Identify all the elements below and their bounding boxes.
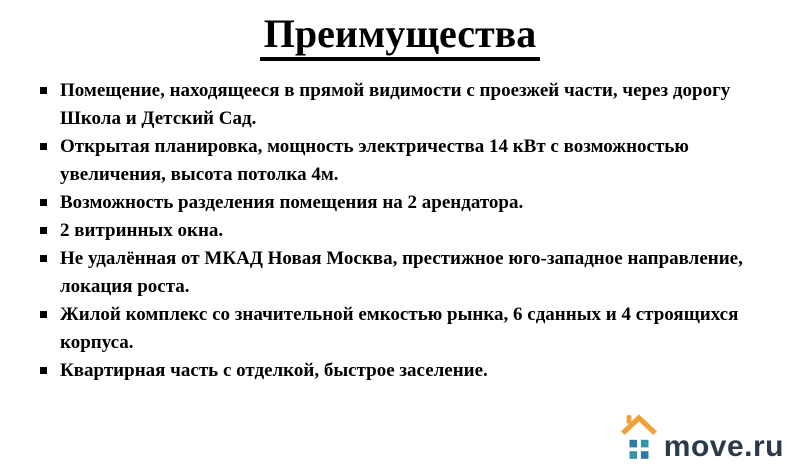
bullet-square-icon <box>40 199 47 206</box>
list-item-text: 2 витринных окна. <box>60 220 224 241</box>
list-item <box>40 133 770 189</box>
slide <box>0 12 800 467</box>
window-square-tr <box>641 440 649 448</box>
page-title <box>0 12 800 61</box>
list-item <box>40 217 770 245</box>
bullet-square-icon <box>40 311 47 318</box>
bullet-square-icon <box>40 143 47 150</box>
list-item-text: Открытая планировка, мощность электричества 14 кВт с возможностью увеличения, высота потолка 4м. <box>60 136 689 185</box>
bullet-square-icon <box>40 367 47 374</box>
house-icon <box>620 413 658 459</box>
list-item <box>40 301 770 357</box>
window-square-bl <box>629 451 637 459</box>
list-item-text: Возможность разделения помещения на 2 арендатора. <box>60 192 524 213</box>
list-item <box>40 357 770 385</box>
window-square-br <box>641 451 649 459</box>
list-item-text: Жилой комплекс со значительной емкостью рынка, 6 сданных и 4 строящихся корпуса. <box>60 304 739 353</box>
list-item-text: Помещение, находящееся в прямой видимости с проезжей части, через дорогу Школа и Детский Сад. <box>60 80 731 129</box>
list-item <box>40 77 770 133</box>
list-item-text: Квартирная часть с отделкой, быстрое заселение. <box>60 360 488 381</box>
list-item <box>40 245 770 301</box>
bullet-square-icon <box>40 87 47 94</box>
logo-text: move.ru <box>663 430 784 463</box>
list-item-text: Не удалённая от МКАД Новая Москва, престижное юго-западное направление, локация роста. <box>60 248 743 297</box>
window-square-tl <box>629 440 637 448</box>
page-title-text: Преимущества <box>260 12 540 61</box>
move-ru-logo <box>620 413 784 463</box>
advantages-list <box>40 77 770 385</box>
bullet-square-icon <box>40 255 47 262</box>
list-item <box>40 189 770 217</box>
bullet-square-icon <box>40 227 47 234</box>
